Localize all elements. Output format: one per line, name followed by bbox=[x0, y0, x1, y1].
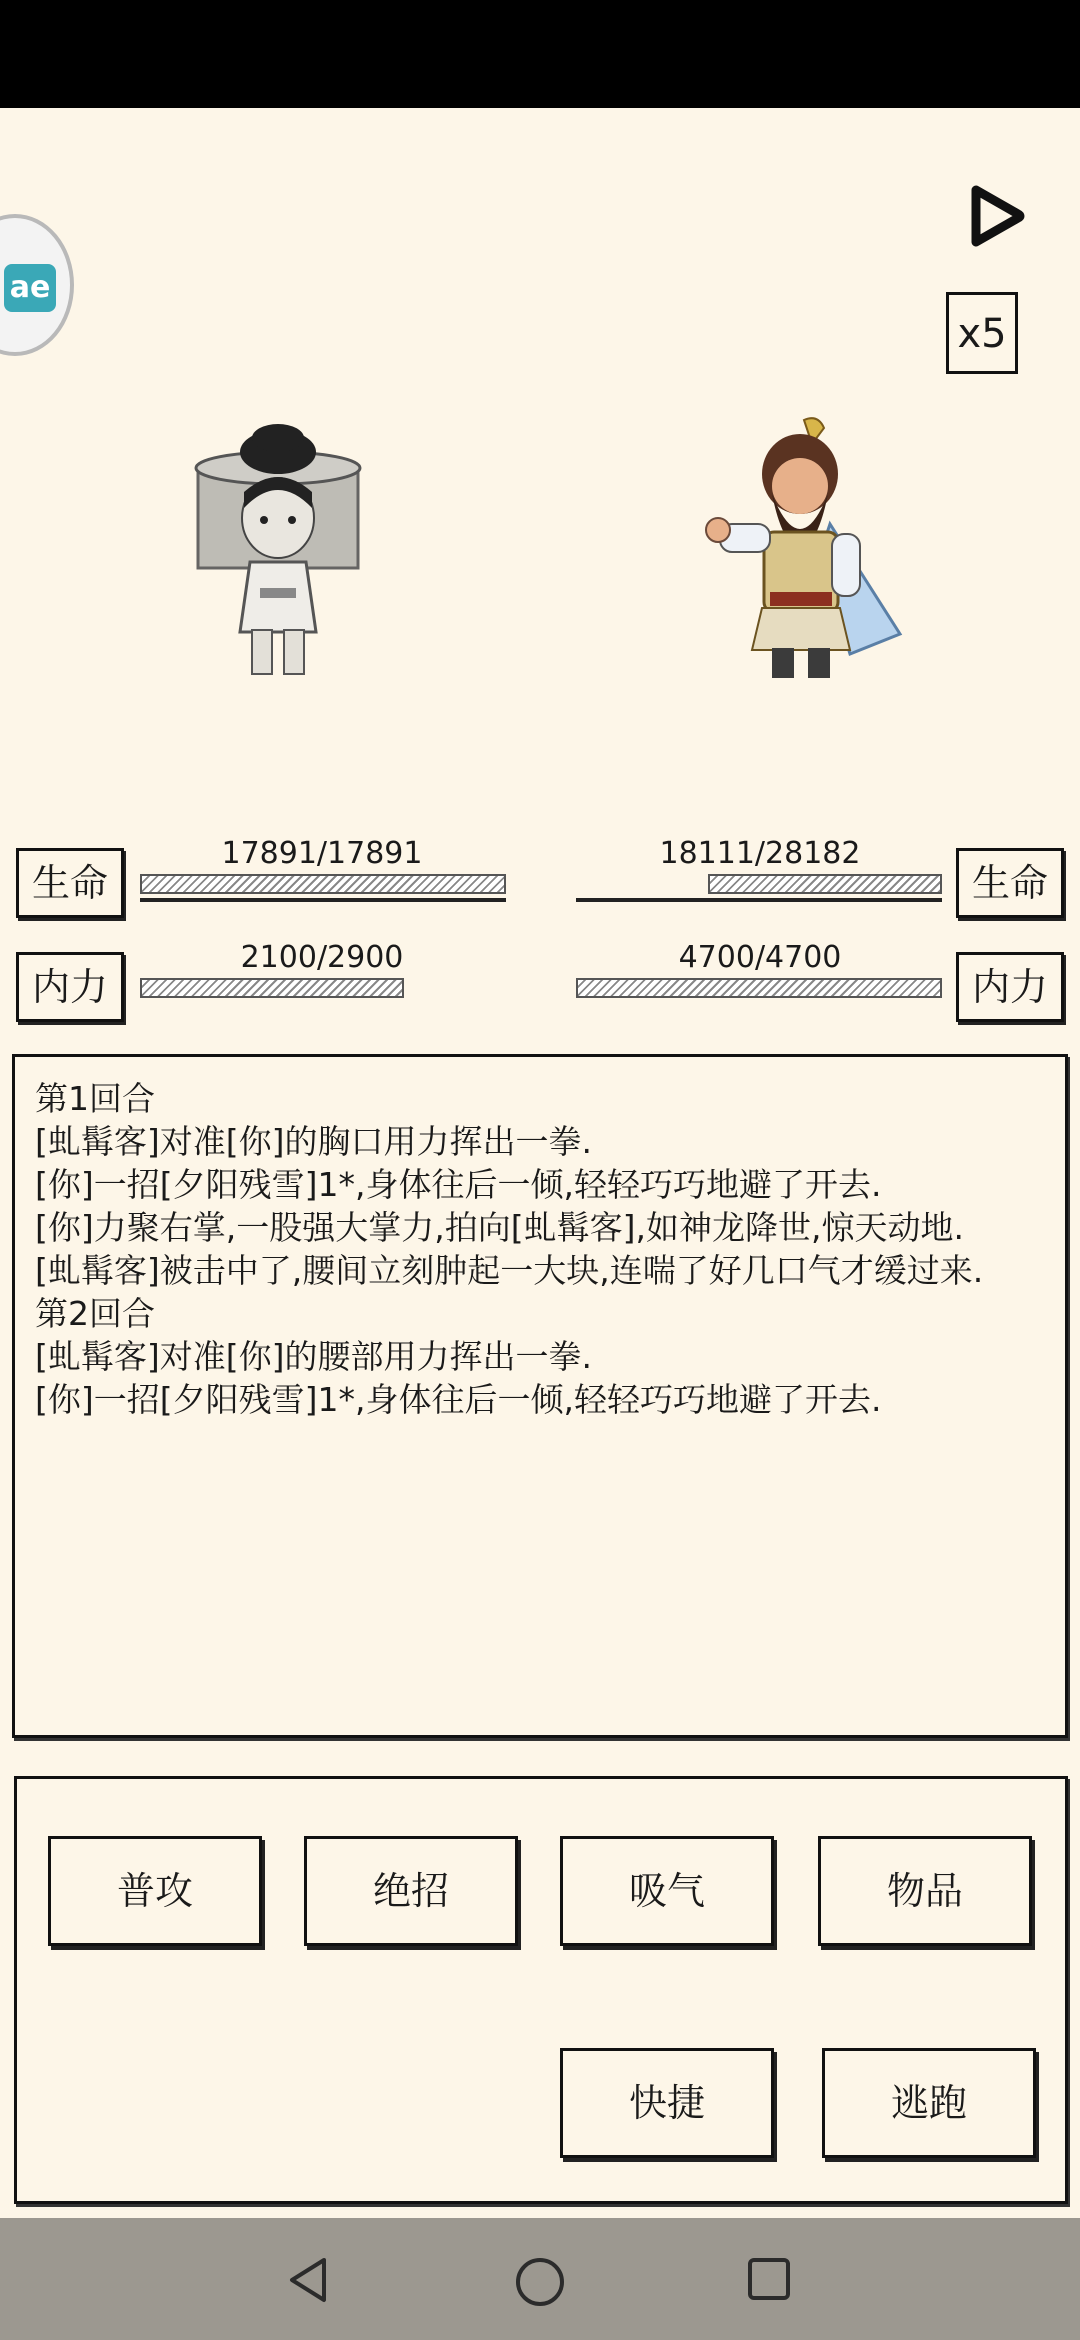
flee-button[interactable]: 逃跑 bbox=[822, 2048, 1036, 2158]
enemy-mp-label: 内力 bbox=[956, 952, 1064, 1022]
floating-assistant-button[interactable] bbox=[0, 214, 74, 356]
speed-button[interactable]: x5 bbox=[946, 292, 1018, 374]
enemy-hp-track bbox=[576, 898, 942, 902]
assistant-logo: ae bbox=[4, 264, 56, 312]
navigation-bar bbox=[0, 2218, 1080, 2340]
battle-log[interactable] bbox=[12, 1054, 1068, 1738]
play-icon[interactable] bbox=[968, 184, 1028, 248]
enemy-hp-fill bbox=[708, 874, 942, 894]
player-mp-value: 2100/2900 bbox=[240, 940, 404, 975]
items-button[interactable]: 物品 bbox=[818, 1836, 1032, 1946]
enemy-mp-bar bbox=[576, 978, 942, 998]
player-hp-bar bbox=[140, 874, 506, 902]
log-line: 第2回合 bbox=[35, 1294, 155, 1333]
log-line: [你]力聚右掌,一股强大掌力,拍向[虬髯客],如神龙降世,惊天动地. bbox=[35, 1208, 964, 1247]
attack-button[interactable]: 普攻 bbox=[48, 1836, 262, 1946]
status-bar bbox=[0, 0, 1080, 108]
log-line: [虬髯客]被击中了,腰间立刻肿起一大块,连喘了好几口气才缓过来. bbox=[35, 1251, 984, 1290]
home-icon[interactable] bbox=[514, 2256, 566, 2312]
player-mp-bar bbox=[140, 978, 506, 998]
log-line: [你]一招[夕阳残雪]1*,身体往后一倾,轻轻巧巧地避了开去. bbox=[35, 1380, 882, 1419]
quick-button[interactable]: 快捷 bbox=[560, 2048, 774, 2158]
recents-icon[interactable] bbox=[746, 2256, 792, 2306]
log-line: [虬髯客]对准[你]的胸口用力挥出一拳. bbox=[35, 1122, 592, 1161]
enemy-hp-value: 18111/28182 bbox=[659, 836, 861, 871]
enemy-mp-fill bbox=[576, 978, 942, 998]
log-line: [你]一招[夕阳残雪]1*,身体往后一倾,轻轻巧巧地避了开去. bbox=[35, 1165, 882, 1204]
log-line: 第1回合 bbox=[35, 1079, 155, 1118]
back-icon[interactable] bbox=[286, 2256, 332, 2308]
enemy-hp-bar bbox=[576, 874, 942, 902]
enemy-hp-label: 生命 bbox=[956, 848, 1064, 918]
ultimate-button[interactable]: 绝招 bbox=[304, 1836, 518, 1946]
breathe-button[interactable]: 吸气 bbox=[560, 1836, 774, 1946]
player-mp-fill bbox=[140, 978, 404, 998]
player-hp-label: 生命 bbox=[16, 848, 124, 918]
enemy-mp-value: 4700/4700 bbox=[678, 940, 842, 975]
player-hp-value: 17891/17891 bbox=[221, 836, 423, 871]
player-mp-label: 内力 bbox=[16, 952, 124, 1022]
log-line: [虬髯客]对准[你]的腰部用力挥出一拳. bbox=[35, 1337, 592, 1376]
enemy-character bbox=[700, 414, 910, 686]
player-character bbox=[190, 412, 370, 684]
player-hp-fill bbox=[140, 874, 506, 894]
player-hp-track bbox=[140, 898, 506, 902]
